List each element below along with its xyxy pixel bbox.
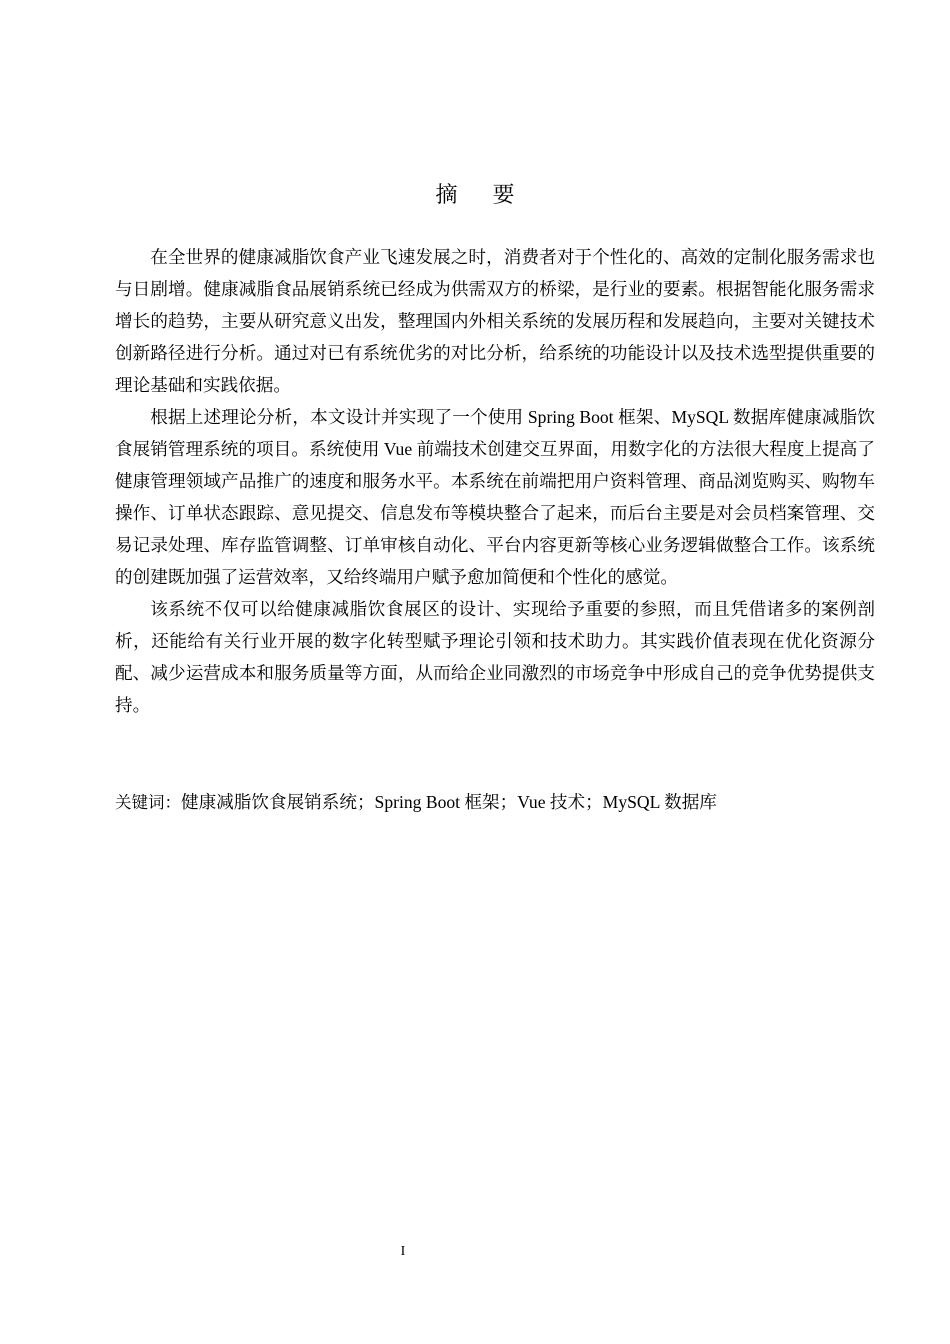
keywords-text: 健康减脂饮食展销系统；Spring Boot 框架；Vue 技术；MySQL 数据库 bbox=[181, 792, 717, 812]
keywords-label: 关键词： bbox=[115, 793, 181, 812]
abstract-heading: 摘 要 bbox=[435, 183, 529, 208]
abstract-paragraph-3: 该系统不仅可以给健康减脂饮食展区的设计、实现给予重要的参照，而且凭借诸多的案例剖析，还能给有关行业开展的数字化转型赋予理论引领和技术助力。其实践价值表现在优化资源分配、减少运营成本和服务质量等方面，从而给企业同激烈的市场竞争中形成自己的竞争优势提供支持。 bbox=[115, 599, 875, 715]
abstract-paragraph-1: 在全世界的健康减脂饮食产业飞速发展之时，消费者对于个性化的、高效的定制化服务需求也与日剧增。健康减脂食品展销系统已经成为供需双方的桥梁，是行业的要素。根据智能化服务需求增长的趋势，主要从研究意义出发，整理国内外相关系统的发展历程和发展趋向，主要对关键技术创新路径进行分析。通过对已有系统优劣的对比分析，给系统的功能设计以及技术选型提供重要的理论基础和实践依据。 bbox=[115, 247, 875, 395]
page-number: I bbox=[400, 1244, 406, 1259]
abstract-body bbox=[115, 241, 875, 721]
keywords-line bbox=[115, 786, 875, 819]
abstract-paragraph-2: 根据上述理论分析，本文设计并实现了一个使用 Spring Boot 框架、MySQL 数据库健康减脂饮食展销管理系统的项目。系统使用 Vue 前端技术创建交互界面，用数字化的方法很大程度上提高了健康管理领域产品推广的速度和服务水平。本系统在前端把用户资料管理、商品浏览购买、购物车操作、订单状态跟踪、意见提交、信息发布等模块整合了起来，而后台主要是对会员档案管理、交易记录处理、库存监管调整、订单审核自动化、平台内容更新等核心业务逻辑做整合工作。该系统的创建既加强了运营效率，又给终端用户赋予愈加简便和个性化的感觉。 bbox=[115, 407, 875, 587]
